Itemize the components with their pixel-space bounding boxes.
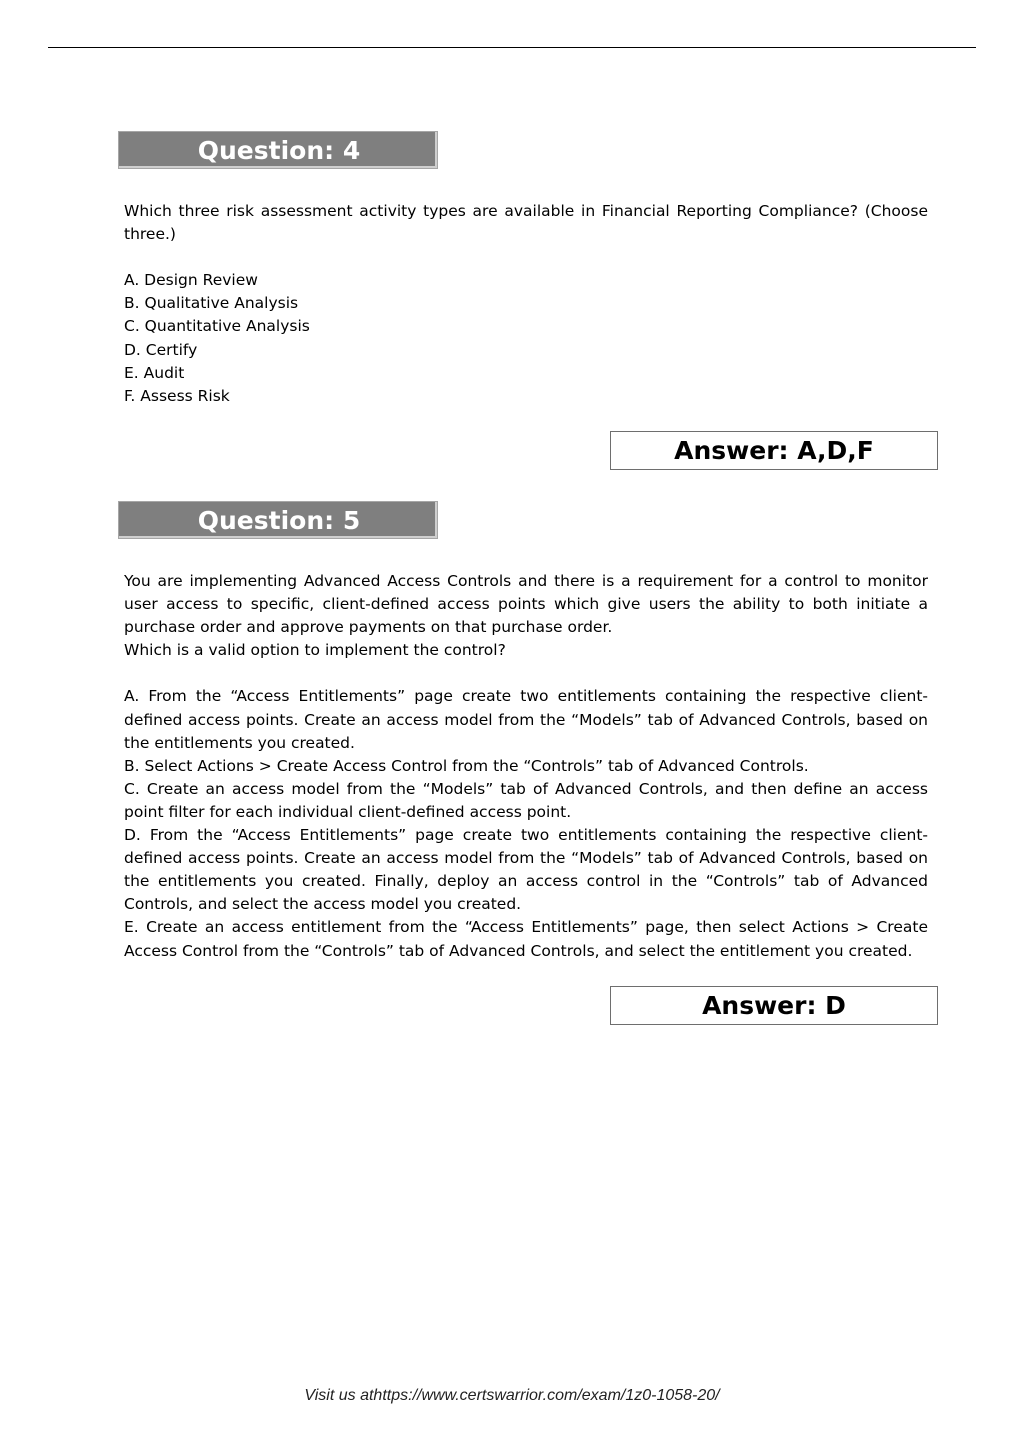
question-4-option-a: A. Design Review [124, 271, 258, 290]
question-4-answer-box [610, 431, 938, 470]
question-5-option-c: C. Create an access model from the “Models” tab of Advanced Controls, and then define an access point filter for each individual client-defined access point. [124, 779, 928, 821]
question-5-option-d: D. From the “Access Entitlements” page create two entitlements containing the respective client-defined access points. Create an access model from the “Models” tab of Advanced Controls, based on the entitlements you created. Finally, deploy an access control in the “Controls” tab of Advanced Controls, and select the access model you created. [124, 826, 928, 914]
question-4-option-c: C. Quantitative Analysis [124, 317, 310, 336]
question-5-stem: You are implementing Advanced Access Controls and there is a requirement for a control to monitor user access to specific, client-defined access points which give users the ability to both initiate a purchase order and approve payments on that purchase order. [124, 572, 928, 637]
footer-visit-link[interactable]: Visit us athttps://www.certswarrior.com/exam/1z0-1058-20/ [304, 1387, 720, 1404]
question-4-answer: Answer: A,D,F [674, 436, 874, 465]
question-5-title: Question: 5 [197, 506, 361, 535]
question-4-body [124, 200, 928, 408]
question-5-answer-box [610, 986, 938, 1025]
question-4-option-d: D. Certify [124, 340, 198, 359]
question-4-option-f: F. Assess Risk [124, 386, 230, 405]
question-4-stem: Which three risk assessment activity types are available in Financial Reporting Compliance? (Choose three.) [124, 202, 928, 244]
question-4-title: Question: 4 [197, 136, 361, 165]
question-4-option-b: B. Qualitative Analysis [124, 294, 299, 313]
question-5-option-b: B. Select Actions > Create Access Control from the “Controls” tab of Advanced Controls. [124, 756, 809, 775]
header-rule [48, 47, 976, 48]
question-5-body [124, 570, 928, 963]
question-5-prompt: Which is a valid option to implement the control? [124, 641, 506, 660]
question-5-option-e: E. Create an access entitlement from the “Access Entitlements” page, then select Actions > Create Access Control from the “Controls” tab of Advanced Controls, and select the entitlement you created. [124, 918, 928, 960]
question-4-option-e: E. Audit [124, 363, 185, 382]
question-5-option-a: A. From the “Access Entitlements” page create two entitlements containing the respective client-defined access points. Create an access model from the “Models” tab of Advanced Controls, based on the entitlements you created. [124, 687, 928, 752]
question-5-header [118, 501, 438, 539]
question-5-answer: Answer: D [702, 991, 846, 1020]
question-4-header [118, 131, 438, 169]
